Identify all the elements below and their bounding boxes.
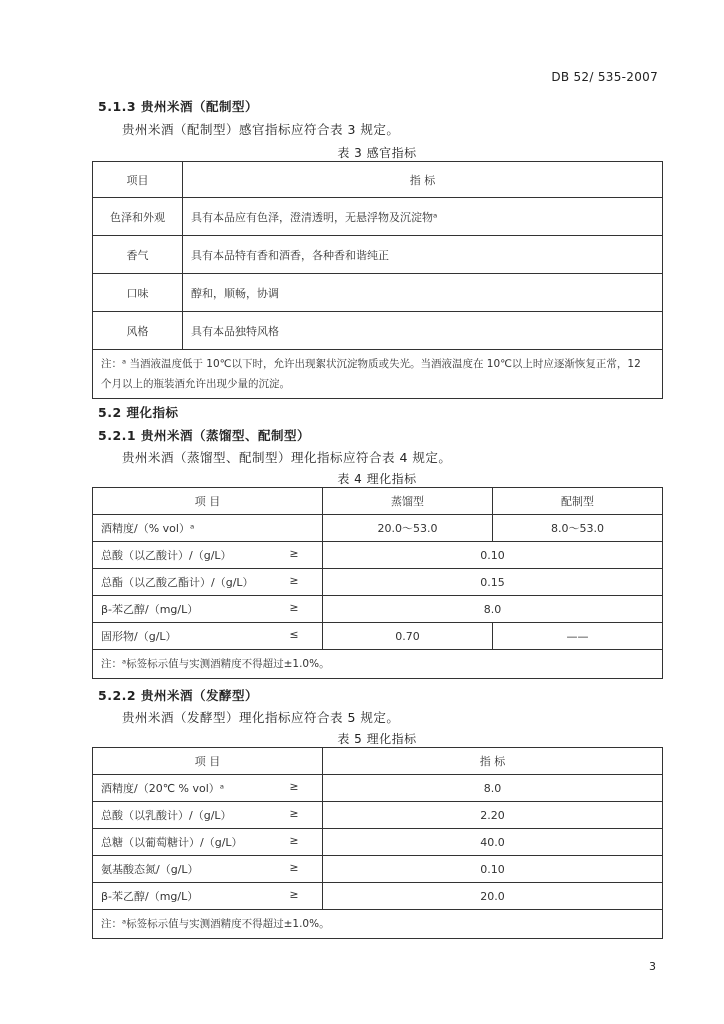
table-row [93,883,663,910]
table-5-row-label [93,775,323,802]
table-3-row-label: 风格 [93,312,183,350]
table-row [93,596,663,623]
section-5-2-heading: 5.2 理化指标 [98,405,179,420]
table-5-item-symbol: ≥ [289,780,299,793]
table-4-note: 注：ᵃ标签标示值与实测酒精度不得超过±1.0%。 [93,650,663,679]
table-3-sensory [92,161,663,399]
table-row [93,312,663,350]
section-5-1-3-heading: 5.1.3 贵州米酒（配制型） [98,99,258,114]
table-4-cell-blended: 8.0～53.0 [493,515,663,542]
table-5-physicochemical [92,747,663,939]
table-4-item-text: 总酯（以乙酸乙酯计）/（g/L） [101,576,254,589]
table-5-cell-value: 20.0 [323,883,663,910]
table-5-item-symbol: ≥ [289,888,299,901]
table-4-item-symbol: ≥ [289,547,299,560]
table-4-header-item: 项 目 [93,488,323,515]
table-5-item-symbol: ≥ [289,861,299,874]
table-4-cell-shared: 0.10 [323,542,663,569]
table-5-note: 注：ᵃ标签标示值与实测酒精度不得超过±1.0%。 [93,910,663,939]
table-5-row-label [93,829,323,856]
table-5-cell-value: 8.0 [323,775,663,802]
table-5-item-symbol: ≥ [289,834,299,847]
table-4-cell-shared: 0.15 [323,569,663,596]
table-5-item-text: 酒精度/（20℃ % vol）ᵃ [101,782,225,795]
table-row [93,775,663,802]
table-5-item-text: 氨基酸态氮/（g/L） [101,863,199,876]
section-5-2-2-heading: 5.2.2 贵州米酒（发酵型） [98,688,258,703]
table-4-item-text: 固形物/（g/L） [101,630,177,643]
table-row [93,236,663,274]
table-5-row-label [93,802,323,829]
table-4-row-label [93,542,323,569]
table-3-row-value: 具有本品独特风格 [183,312,663,350]
table-5-item-symbol: ≥ [289,807,299,820]
section-5-2-2-intro: 贵州米酒（发酵型）理化指标应符合表 5 规定。 [122,710,400,725]
table-5-row-label [93,856,323,883]
table-5-item-text: 总糖（以葡萄糖计）/（g/L） [101,836,243,849]
table-5-cell-value: 0.10 [323,856,663,883]
table-4-row-label [93,596,323,623]
table-4-item-symbol: ≥ [289,601,299,614]
table-5-header-item: 项 目 [93,748,323,775]
table-3-row-label: 色泽和外观 [93,198,183,236]
table-5-row-label [93,883,323,910]
table-3-caption: 表 3 感官指标 [337,146,417,160]
section-5-2-1-heading: 5.2.1 贵州米酒（蒸馏型、配制型） [98,428,310,443]
table-row [93,542,663,569]
table-row [93,198,663,236]
table-row [93,274,663,312]
table-3-row-value: 具有本品特有香和酒香，各种香和谐纯正 [183,236,663,274]
table-4-item-symbol [274,520,314,536]
table-5-item-text: 总酸（以乳酸计）/（g/L） [101,809,232,822]
table-4-row-label [93,569,323,596]
table-4-cell-distilled: 20.0～53.0 [323,515,493,542]
table-4-item-symbol: ≤ [289,628,299,641]
table-row [93,802,663,829]
table-row [93,623,663,650]
table-3-row-value: 醇和，顺畅，协调 [183,274,663,312]
table-row [93,569,663,596]
table-row [93,515,663,542]
table-4-item-text: β-苯乙醇/（mg/L） [101,603,199,616]
table-4-row-label [93,623,323,650]
table-4-caption: 表 4 理化指标 [337,472,417,486]
table-3-row-label: 口味 [93,274,183,312]
table-4-header-blended: 配制型 [493,488,663,515]
table-3-note: 注：ᵃ 当酒液温度低于 10℃以下时，允许出现絮状沉淀物质或失光。当酒液温度在 10℃以上时应逐渐恢复正常，12 个月以上的瓶装酒允许出现少量的沉淀。 [93,350,663,399]
table-row [93,829,663,856]
table-3-row-value: 具有本品应有色泽，澄清透明，无悬浮物及沉淀物ᵃ [183,198,663,236]
table-row [93,856,663,883]
table-4-header-distilled: 蒸馏型 [323,488,493,515]
table-4-row-label [93,515,323,542]
table-3-header-item: 项目 [93,162,183,198]
table-4-item-text: 总酸（以乙酸计）/（g/L） [101,549,232,562]
section-5-2-1-intro: 贵州米酒（蒸馏型、配制型）理化指标应符合表 4 规定。 [122,450,452,465]
table-4-cell-distilled: 0.70 [323,623,493,650]
table-5-header-index: 指 标 [323,748,663,775]
document-number: DB 52/ 535-2007 [551,70,658,84]
table-4-item-text: 酒精度/（% vol）ᵃ [101,522,195,535]
table-5-caption: 表 5 理化指标 [337,732,417,746]
table-4-cell-blended: —— [493,623,663,650]
table-5-item-text: β-苯乙醇/（mg/L） [101,890,199,903]
table-3-header-index: 指 标 [183,162,663,198]
page-number: 3 [649,960,656,973]
table-3-row-label: 香气 [93,236,183,274]
table-4-item-symbol: ≥ [289,574,299,587]
table-4-physicochemical [92,487,663,679]
section-5-1-3-intro: 贵州米酒（配制型）感官指标应符合表 3 规定。 [122,122,400,137]
table-5-cell-value: 2.20 [323,802,663,829]
table-4-cell-shared: 8.0 [323,596,663,623]
table-5-cell-value: 40.0 [323,829,663,856]
